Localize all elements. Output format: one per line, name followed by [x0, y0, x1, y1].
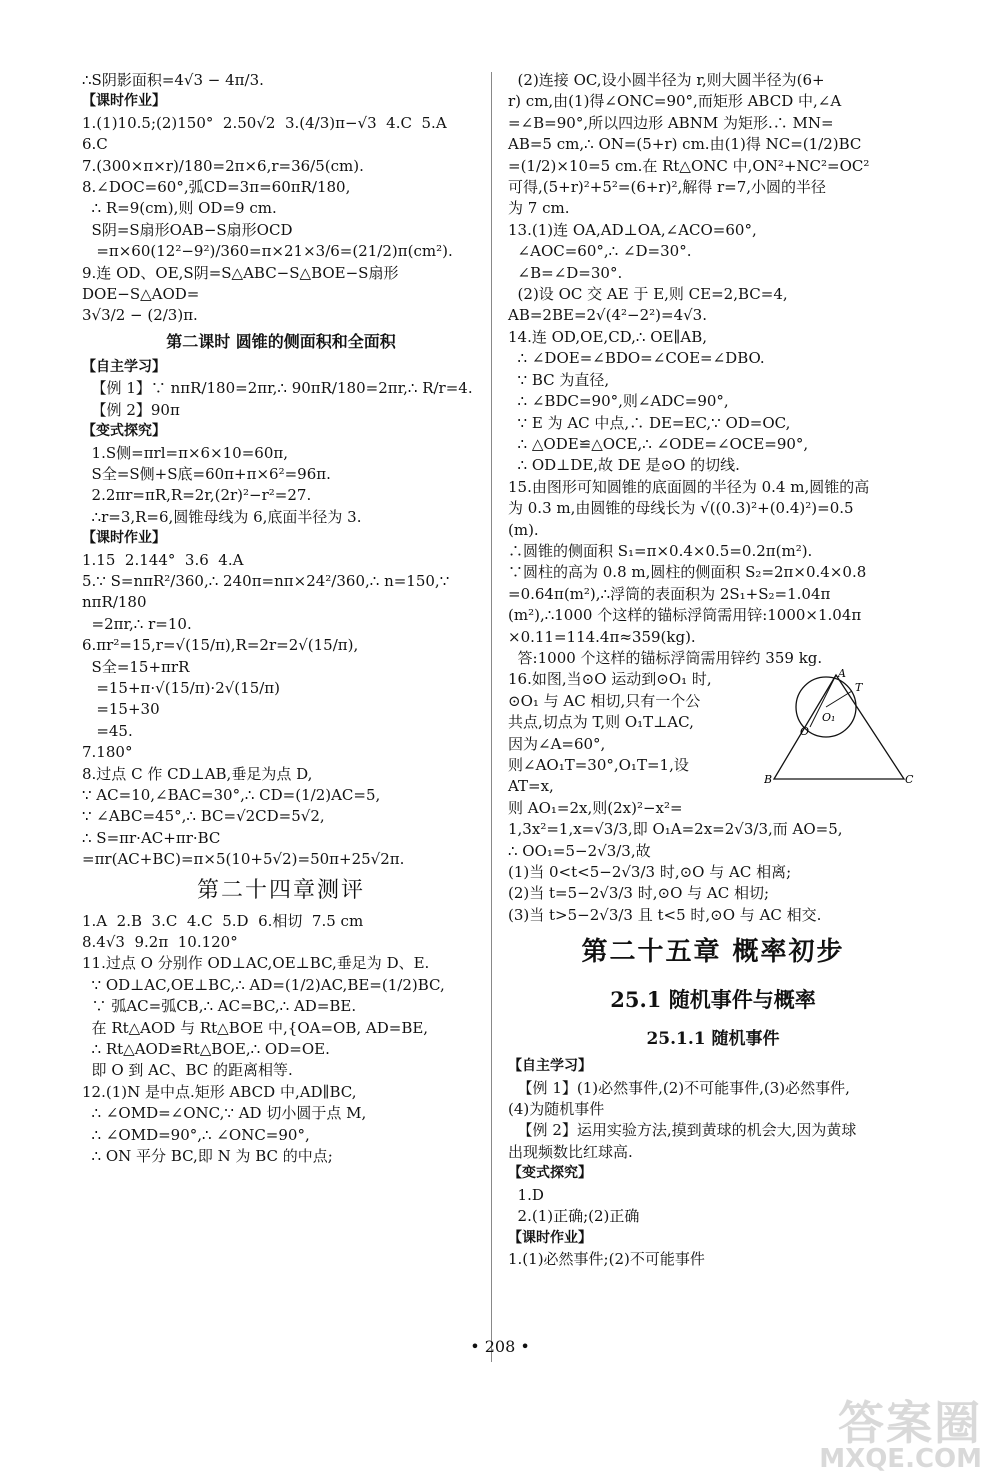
left-column	[82, 70, 480, 1168]
text-line: r) cm,由(1)得∠ONC=90°,而矩形 ABCD 中,∠A	[508, 92, 842, 111]
text-line: AB=2BE=2√(4²−2²)=4√3.	[508, 306, 707, 325]
text-line: ∴ Rt△AOD≌Rt△BOE,∴ OD=OE.	[82, 1040, 330, 1059]
text-line: ∵圆柱的高为 0.8 m,圆柱的侧面积 S₂=2π×0.4×0.8	[508, 563, 867, 582]
text-line: S阴=S扇形OAB−S扇形OCD	[82, 220, 293, 239]
text-line: 为 0.3 m,由圆锥的母线长为 √((0.3)²+(0.4)²)=0.5	[508, 499, 854, 518]
text-line: 答:1000 个这样的锚标浮筒需用锌约 359 kg.	[508, 648, 823, 667]
text-line: 3√3/2 − (2/3)π.	[82, 306, 198, 325]
text-line: ∠B=∠D=30°.	[508, 263, 623, 282]
text-line: =15+30	[82, 700, 160, 719]
text-line: 为 7 cm.	[508, 199, 570, 218]
label-t: T	[855, 681, 863, 695]
section-heading: 【课时作业】	[82, 93, 166, 110]
text-line: (3)当 t>5−2√3/3 且 t<5 时,⊙O 与 AC 相交.	[508, 905, 822, 924]
text-line: ∠AOC=60°,∴ ∠D=30°.	[508, 242, 692, 261]
section-title: 25.1 随机事件与概率	[610, 987, 816, 1013]
chapter-title: 第二十五章 概率初步	[581, 937, 845, 968]
text-line: (m).	[508, 520, 539, 539]
text-line: ∵ AC=10,∠BAC=30°,∴ CD=(1/2)AC=5,	[82, 786, 381, 804]
text-line: 1.S侧=πrl=π×6×10=60π,	[82, 443, 289, 462]
text-line: =0.64π(m²),∴浮筒的表面积为 2S₁+S₂=1.04π	[508, 584, 831, 603]
text-line: 16.如图,当⊙O 运动到⊙O₁ 时,	[508, 670, 712, 689]
watermark	[819, 1396, 982, 1474]
page-number: • 208 •	[470, 1337, 530, 1356]
text-line: 2.(1)正确;(2)正确	[508, 1207, 640, 1226]
text-line: ∵ ∠ABC=45°,∴ BC=√2CD=5√2,	[82, 807, 325, 826]
text-line: =45.	[82, 721, 133, 740]
watermark-logo-text: 答案圈	[838, 1396, 982, 1450]
text-line: 则 AO₁=2x,则(2x)²−x²=	[508, 798, 683, 817]
text-line: AT=x,	[508, 777, 554, 796]
subsection-number-title: 25.1.1 随机事件	[646, 1029, 780, 1050]
text-line: 15.由图形可知圆锥的底面圆的半径为 0.4 m,圆锥的高	[508, 477, 870, 496]
text-line: (2)当 t=5−2√3/3 时,⊙O 与 AC 相切;	[508, 884, 770, 903]
subsection-title: 第二课时 圆锥的侧面积和全面积	[166, 331, 396, 351]
text-line: 8.∠DOC=60°,弧CD=3π=60πR/180,	[82, 178, 351, 197]
text-line: S全=S侧+S底=60π+π×6²=96π.	[82, 464, 331, 483]
text-line: 8.4√3 9.2π 10.120°	[82, 933, 238, 952]
text-line: 【例 1】(1)必然事件,(2)不可能事件,(3)必然事件,	[508, 1078, 850, 1097]
text-line: 1.A 2.B 3.C 4.C 5.D 6.相切 7.5 cm	[82, 911, 364, 930]
label-a: A	[838, 669, 846, 681]
text-line: 1.(1)10.5;(2)150° 2.50√2 3.(4/3)π−√3 4.C 5.A	[82, 113, 447, 132]
text-line: =(1/2)×10=5 cm.在 Rt△ONC 中,ON²+NC²=OC²	[508, 156, 870, 175]
text-line: (4)为随机事件	[508, 1100, 605, 1119]
column-divider	[491, 72, 492, 1362]
text-line: ⊙O₁ 与 AC 相切,只有一个公	[508, 691, 701, 710]
text-line: AB=5 cm,∴ ON=(5+r) cm.由(1)得 NC=(1/2)BC	[508, 135, 862, 154]
section-heading: 【自主学习】	[508, 1058, 592, 1075]
text-line: 共点,切点为 T,则 O₁T⊥AC,	[508, 713, 694, 732]
segment-o1-t	[826, 691, 852, 707]
text-line: ∴圆锥的侧面积 S₁=π×0.4×0.5=0.2π(m²).	[508, 541, 813, 560]
text-line: 因为∠A=60°,	[508, 734, 606, 753]
text-line: ∴ ∠OMD=90°,∴ ∠ONC=90°,	[82, 1125, 310, 1144]
text-line: ∴S阴影面积=4√3 − 4π/3.	[82, 71, 264, 89]
text-line: 可得,(5+r)²+5²=(6+r)²,解得 r=7,小圆的半径	[508, 178, 827, 197]
text-line: 1,3x²=1,x=√3/3,即 O₁A=2x=2√3/3,而 AO=5,	[508, 820, 843, 839]
section-heading: 【课时作业】	[82, 530, 166, 547]
text-line: 13.(1)连 OA,AD⊥OA,∠ACO=60°,	[508, 220, 757, 239]
text-line: 7.180°	[82, 743, 133, 762]
text-line: 1.(1)必然事件;(2)不可能事件	[508, 1249, 705, 1268]
text-line: ∴ OD⊥DE,故 DE 是⊙O 的切线.	[508, 456, 740, 475]
text-line: 12.(1)N 是中点.矩形 ABCD 中,AD∥BC,	[82, 1082, 357, 1101]
text-line: =πr(AC+BC)=π×5(10+5√2)=50π+25√2π.	[82, 850, 405, 869]
section-heading: 【自主学习】	[82, 358, 166, 375]
text-line: ∵ 弧AC=弧CB,∴ AC=BC,∴ AD=BE.	[82, 997, 357, 1016]
text-line: 6.πr²=15,r=√(15/π),R=2r=2√(15/π),	[82, 636, 359, 655]
text-line: 7.(300×π×r)/180=2π×6,r=36/5(cm).	[82, 156, 364, 175]
text-line: ∴r=3,R=6,圆锥母线为 6,底面半径为 3.	[82, 507, 362, 526]
text-line: =15+π·√(15/π)·2√(15/π)	[82, 678, 280, 697]
text-line: 在 Rt△AOD 与 Rt△BOE 中,{OA=OB, AD=BE,	[82, 1018, 429, 1037]
text-line: 【例 2】90π	[82, 400, 180, 419]
text-line: 2.2πr=πR,R=2r,(2r)²−r²=27.	[82, 486, 312, 505]
text-line: (2)连接 OC,设小圆半径为 r,则大圆半径为(6+	[508, 71, 825, 89]
text-line: S全=15+πrR	[82, 657, 190, 676]
text-line: 8.过点 C 作 CD⊥AB,垂足为点 D,	[82, 764, 313, 783]
text-line: ∴ R=9(cm),则 OD=9 cm.	[82, 199, 277, 218]
text-line: ∴ △ODE≌△OCE,∴ ∠ODE=∠OCE=90°,	[508, 434, 809, 453]
text-line: 1.15 2.144° 3.6 4.A	[82, 550, 244, 569]
text-line: (2)设 OC 交 AE 于 E,则 CE=2,BC=4,	[508, 285, 788, 304]
text-line: =∠B=90°,所以四边形 ABNM 为矩形.∴ MN=	[508, 113, 834, 132]
label-b: B	[764, 773, 773, 787]
text-line: ∴ OO₁=5−2√3/3,故	[508, 841, 651, 860]
section-heading: 【课时作业】	[508, 1229, 592, 1246]
text-line: 【例 1】∵ nπR/180=2πr,∴ 90πR/180=2πr,∴ R/r=4.	[82, 379, 473, 398]
chapter-test-title: 第二十四章测评	[196, 877, 365, 903]
label-c: C	[905, 773, 914, 787]
text-line: 6.C	[82, 135, 108, 154]
text-line: ∵ OD⊥AC,OE⊥BC,∴ AD=(1/2)AC,BE=(1/2)BC,	[82, 975, 445, 994]
text-line: 则∠AO₁T=30°,O₁T=1,设	[508, 756, 689, 774]
text-line: 【例 2】运用实验方法,摸到黄球的机会大,因为黄球	[508, 1121, 857, 1140]
text-line: 11.过点 O 分别作 OD⊥AC,OE⊥BC,垂足为 D、E.	[82, 954, 430, 973]
text-line: 出现频数比红球高.	[508, 1142, 633, 1161]
text-line: ×0.11=114.4π≈359(kg).	[508, 627, 696, 646]
text-line: 1.D	[508, 1185, 544, 1204]
right-column	[508, 70, 918, 1270]
triangle-abc	[774, 675, 904, 779]
section-heading: 【变式探究】	[82, 423, 166, 440]
text-line: ∴ ∠OMD=∠ONC,∵ AD 切小圆于点 M,	[82, 1104, 367, 1123]
text-line: 9.连 OD、OE,S阴=S△ABC−S△BOE−S扇形DOE−S△AOD=	[82, 263, 399, 304]
geometry-figure	[764, 669, 914, 787]
text-line: =2πr,∴ r=10.	[82, 614, 192, 633]
watermark-url: MXQE.COM	[819, 1444, 982, 1474]
text-line: ∴ ∠BDC=90°,则∠ADC=90°,	[508, 392, 729, 411]
text-line: =π×60(12²−9²)/360=π×21×3/6=(21/2)π(cm²).	[82, 242, 453, 261]
section-heading: 【变式探究】	[508, 1165, 592, 1182]
text-line: (1)当 0<t<5−2√3/3 时,⊙O 与 AC 相离;	[508, 863, 792, 882]
label-o1: O₁	[822, 711, 836, 725]
text-line: 14.连 OD,OE,CD,∴ OE∥AB,	[508, 327, 708, 346]
text-line: 即 O 到 AC、BC 的距离相等.	[82, 1061, 293, 1080]
text-line: (m²),∴1000 个这样的锚标浮筒需用锌:1000×1.04π	[508, 606, 862, 625]
text-line: ∴ S=πr·AC+πr·BC	[82, 828, 221, 847]
text-line: ∵ BC 为直径,	[508, 370, 610, 389]
text-line: ∵ E 为 AC 中点,∴ DE=EC,∵ OD=OC,	[508, 413, 791, 432]
label-o: O	[800, 725, 810, 739]
text-line: ∴ ON 平分 BC,即 N 为 BC 的中点;	[82, 1147, 333, 1166]
text-line: ∴ ∠DOE=∠BDO=∠COE=∠DBO.	[508, 349, 765, 368]
text-line: 5.∵ S=nπR²/360,∴ 240π=nπ×24²/360,∴ n=150,∵ nπR/180	[82, 571, 455, 612]
